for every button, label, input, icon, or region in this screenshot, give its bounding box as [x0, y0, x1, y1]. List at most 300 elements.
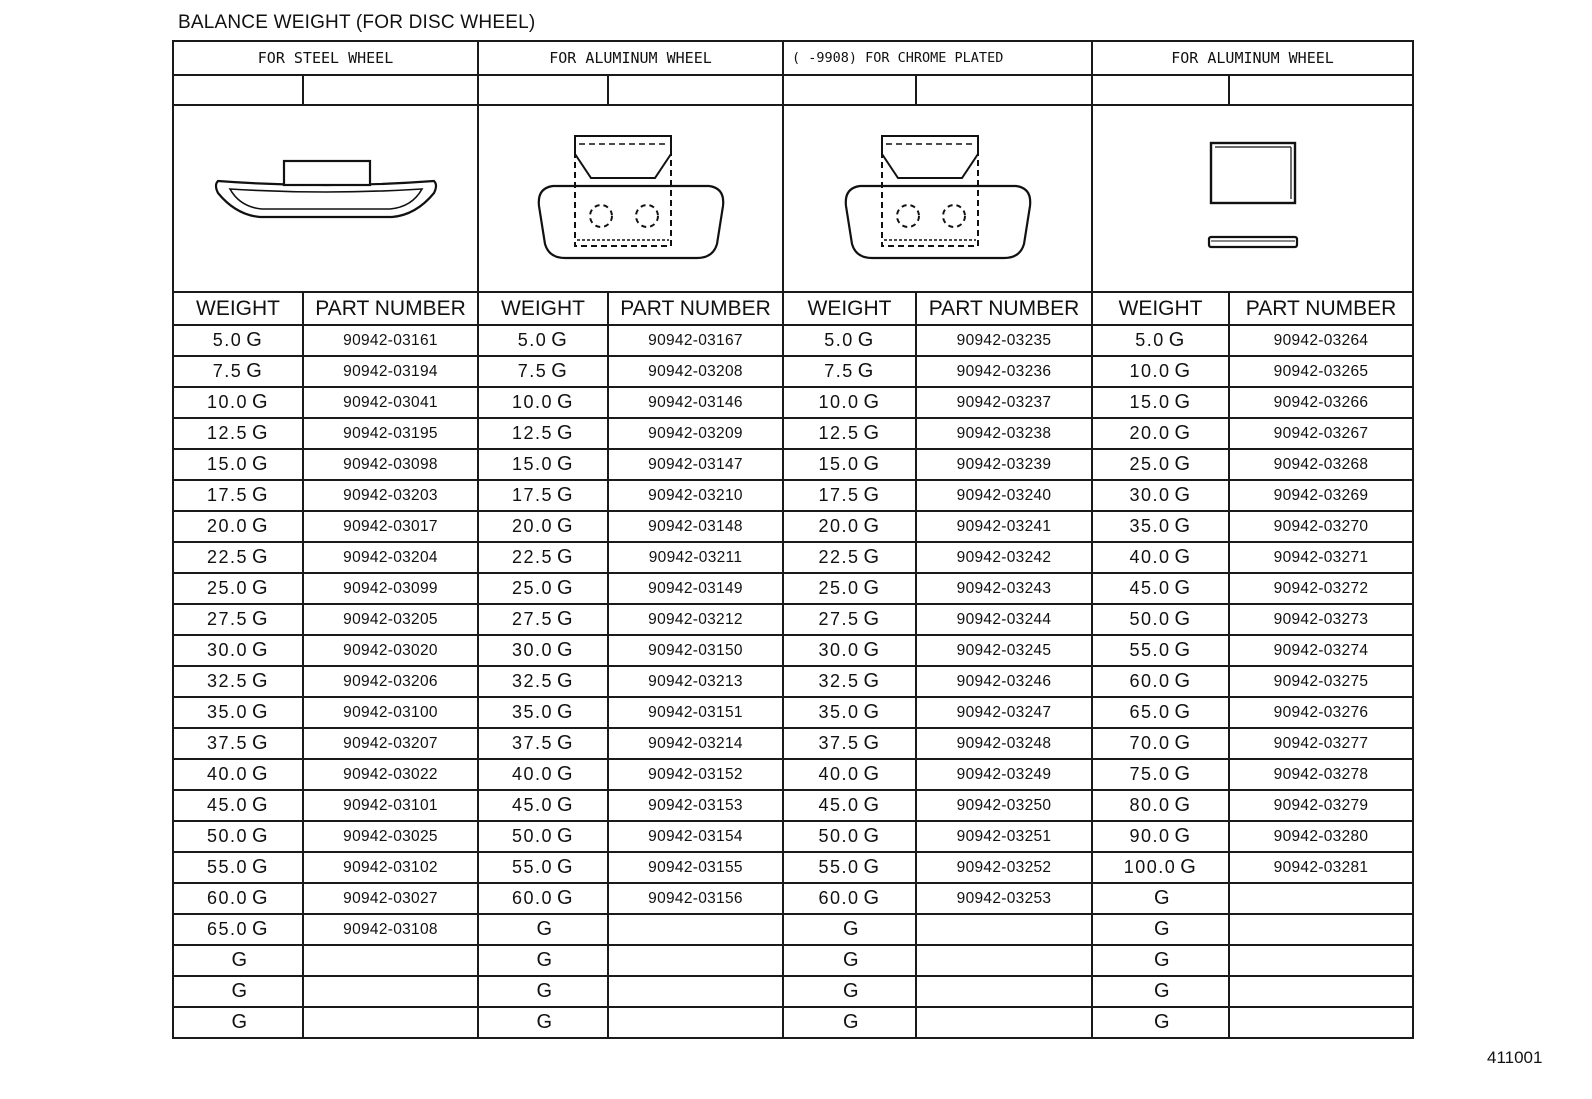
weight-value: 12.5 [206, 423, 248, 443]
weight-cell [1092, 914, 1229, 945]
weight-cell [783, 697, 916, 728]
part-number-cell [1229, 945, 1413, 976]
part-number-cell: 90942-03277 [1229, 728, 1413, 759]
weight-cell [173, 325, 303, 356]
weight-unit: G [251, 453, 270, 475]
weight-value: 15.0 [1129, 392, 1171, 412]
weight-value: 55.0 [1129, 640, 1171, 660]
weight-value: 40.0 [206, 764, 248, 784]
weight-unit: G [556, 670, 575, 692]
weight-value: 37.5 [511, 733, 553, 753]
weight-cell [478, 976, 608, 1007]
weight-cell [173, 852, 303, 883]
weight-unit: G [1174, 763, 1192, 785]
part-number-cell [608, 1007, 783, 1038]
weight-unit: G [1174, 670, 1192, 692]
weight-unit: G [556, 546, 575, 568]
table-row [173, 387, 1413, 418]
weight-cell [173, 511, 303, 542]
weight-value: 5.0 [517, 330, 548, 350]
weight-value: 30.0 [1129, 485, 1171, 505]
part-number-cell: 90942-03264 [1229, 325, 1413, 356]
weight-unit: G [1174, 391, 1192, 413]
weight-unit: G [556, 608, 575, 630]
part-number-cell: 90942-03147 [608, 449, 783, 480]
weight-unit: G [251, 732, 270, 754]
part-number-cell: 90942-03213 [608, 666, 783, 697]
weight-unit: G [1153, 980, 1172, 1002]
part-number-cell: 90942-03270 [1229, 511, 1413, 542]
weight-value: 10.0 [511, 392, 553, 412]
weight-value: 7.5 [517, 361, 548, 381]
weight-unit: G [556, 763, 575, 785]
weight-value: 35.0 [206, 702, 248, 722]
table-row [173, 790, 1413, 821]
balance-weight-table [172, 40, 1414, 1039]
table-row [173, 852, 1413, 883]
part-number-cell: 90942-03155 [608, 852, 783, 883]
weight-cell [1092, 635, 1229, 666]
part-number-cell: 90942-03212 [608, 604, 783, 635]
weight-value: 35.0 [1129, 516, 1171, 536]
part-number-cell [916, 1007, 1092, 1038]
part-number-cell: 90942-03154 [608, 821, 783, 852]
weight-cell [783, 480, 916, 511]
adhesive-weight-icon [1193, 139, 1313, 259]
weight-cell [478, 480, 608, 511]
weight-cell [173, 945, 303, 976]
weight-value: 32.5 [818, 671, 860, 691]
weight-cell [173, 573, 303, 604]
weight-unit: G [536, 949, 554, 971]
part-number-cell: 90942-03236 [916, 356, 1092, 387]
weight-unit: G [251, 391, 270, 413]
weight-cell [478, 697, 608, 728]
table-row [173, 821, 1413, 852]
weight-value: 25.0 [1129, 454, 1171, 474]
weight-cell [783, 976, 916, 1007]
weight-value: 20.0 [206, 516, 248, 536]
part-number-cell: 90942-03250 [916, 790, 1092, 821]
part-number-cell: 90942-03278 [1229, 759, 1413, 790]
weight-cell [783, 883, 916, 914]
weight-unit: G [251, 546, 270, 568]
weight-unit: G [863, 422, 881, 444]
weight-value: 40.0 [818, 764, 860, 784]
weight-unit: G [1174, 515, 1192, 537]
weight-cell [478, 418, 608, 449]
aluminum-weight-illustration-cell [478, 105, 783, 292]
weight-unit: G [863, 670, 881, 692]
part-number-column-header: PART NUMBER [1229, 292, 1413, 325]
part-number-cell: 90942-03204 [303, 542, 478, 573]
weight-cell [173, 914, 303, 945]
weight-value: 5.0 [824, 330, 854, 350]
part-number-cell: 90942-03245 [916, 635, 1092, 666]
weight-unit: G [863, 856, 881, 878]
part-number-cell: 90942-03041 [303, 387, 478, 418]
weight-cell [783, 387, 916, 418]
table-row [173, 573, 1413, 604]
part-number-cell: 90942-03279 [1229, 790, 1413, 821]
weight-unit: G [556, 794, 575, 816]
part-number-cell: 90942-03206 [303, 666, 478, 697]
weight-value: 45.0 [818, 795, 860, 815]
blank-cell [478, 75, 608, 105]
group-heading-aluminum: FOR ALUMINUM WHEEL [478, 41, 783, 75]
weight-value: 30.0 [511, 640, 553, 660]
weight-cell [478, 945, 608, 976]
part-number-cell: 90942-03100 [303, 697, 478, 728]
weight-unit: G [251, 608, 270, 630]
weight-cell [1092, 728, 1229, 759]
table-row [173, 604, 1413, 635]
weight-cell [173, 449, 303, 480]
part-number-cell: 90942-03195 [303, 418, 478, 449]
table-row [173, 759, 1413, 790]
weight-cell [783, 604, 916, 635]
weight-value: 30.0 [818, 640, 860, 660]
weight-cell [1092, 356, 1229, 387]
weight-unit: G [863, 546, 881, 568]
chrome-clip-weight-icon [838, 134, 1038, 264]
part-number-cell: 90942-03099 [303, 573, 478, 604]
steel-clip-weight-icon [206, 159, 446, 239]
weight-unit: G [251, 763, 270, 785]
weight-unit: G [842, 918, 861, 940]
part-number-cell: 90942-03238 [916, 418, 1092, 449]
weight-unit: G [251, 515, 270, 537]
weight-cell [478, 883, 608, 914]
weight-cell [1092, 976, 1229, 1007]
weight-unit: G [1174, 825, 1192, 847]
weight-cell [783, 759, 916, 790]
blank-cell [783, 75, 916, 105]
part-number-cell: 90942-03275 [1229, 666, 1413, 697]
weight-cell [173, 356, 303, 387]
weight-cell [173, 697, 303, 728]
part-number-cell: 90942-03156 [608, 883, 783, 914]
table-row [173, 542, 1413, 573]
weight-cell [1092, 418, 1229, 449]
part-number-cell: 90942-03025 [303, 821, 478, 852]
weight-value: 35.0 [511, 702, 553, 722]
weight-cell [478, 604, 608, 635]
part-number-cell: 90942-03247 [916, 697, 1092, 728]
weight-value: 60.0 [206, 888, 248, 908]
table-row [173, 356, 1413, 387]
table-row [173, 728, 1413, 759]
weight-cell [478, 852, 608, 883]
weight-value: 12.5 [818, 423, 860, 443]
weight-value: 55.0 [818, 857, 860, 877]
part-number-cell [916, 914, 1092, 945]
part-number-column-header: PART NUMBER [916, 292, 1092, 325]
weight-cell [1092, 542, 1229, 573]
part-number-cell [916, 945, 1092, 976]
weight-value: 5.0 [212, 330, 243, 350]
weight-cell [783, 914, 916, 945]
weight-value: 20.0 [511, 516, 553, 536]
part-number-cell: 90942-03248 [916, 728, 1092, 759]
part-number-cell: 90942-03209 [608, 418, 783, 449]
part-number-cell: 90942-03207 [303, 728, 478, 759]
weight-value: 90.0 [1129, 826, 1171, 846]
weight-cell [478, 759, 608, 790]
part-number-cell: 90942-03243 [916, 573, 1092, 604]
weight-value: 7.5 [824, 361, 854, 381]
part-number-cell: 90942-03101 [303, 790, 478, 821]
part-number-cell: 90942-03242 [916, 542, 1092, 573]
chrome-weight-illustration-cell [783, 105, 1092, 292]
weight-value: 17.5 [206, 485, 248, 505]
part-number-cell: 90942-03267 [1229, 418, 1413, 449]
weight-unit: G [1174, 608, 1192, 630]
weight-cell [173, 604, 303, 635]
weight-unit: G [231, 1011, 249, 1033]
weight-cell [173, 976, 303, 1007]
weight-cell [1092, 790, 1229, 821]
weight-cell [1092, 325, 1229, 356]
part-number-cell: 90942-03149 [608, 573, 783, 604]
weight-unit: G [1174, 639, 1192, 661]
weight-value: 17.5 [818, 485, 860, 505]
part-number-cell [303, 976, 478, 1007]
weight-cell [1092, 759, 1229, 790]
part-number-column-header: PART NUMBER [608, 292, 783, 325]
part-number-cell: 90942-03246 [916, 666, 1092, 697]
part-number-cell: 90942-03265 [1229, 356, 1413, 387]
document-code: 411001 [1487, 1048, 1543, 1067]
weight-cell [783, 573, 916, 604]
weight-value: 35.0 [818, 702, 860, 722]
weight-cell [478, 356, 608, 387]
weight-value: 10.0 [1129, 361, 1171, 381]
weight-unit: G [551, 329, 569, 351]
table-row [173, 945, 1413, 976]
part-number-cell [1229, 1007, 1413, 1038]
part-number-cell: 90942-03276 [1229, 697, 1413, 728]
weight-unit: G [556, 639, 575, 661]
weight-value: 12.5 [511, 423, 553, 443]
weight-cell [478, 821, 608, 852]
part-number-cell: 90942-03102 [303, 852, 478, 883]
part-number-column-header: PART NUMBER [303, 292, 478, 325]
weight-unit: G [863, 639, 881, 661]
adhesive-weight-illustration-cell [1092, 105, 1413, 292]
weight-unit: G [556, 391, 575, 413]
table-row [173, 635, 1413, 666]
weight-unit: G [1153, 887, 1172, 909]
weight-unit: G [556, 701, 575, 723]
part-number-cell: 90942-03020 [303, 635, 478, 666]
part-number-cell: 90942-03251 [916, 821, 1092, 852]
weight-value: 17.5 [511, 485, 553, 505]
weight-value: 27.5 [206, 609, 248, 629]
part-number-cell [608, 914, 783, 945]
aluminum-clip-weight-icon [531, 134, 731, 264]
group-heading-aluminum-adhesive: FOR ALUMINUM WHEEL [1092, 41, 1413, 75]
weight-cell [1092, 573, 1229, 604]
weight-unit: G [1174, 422, 1192, 444]
weight-cell [783, 542, 916, 573]
table-row [173, 976, 1413, 1007]
part-number-cell: 90942-03108 [303, 914, 478, 945]
weight-value: 60.0 [1129, 671, 1171, 691]
weight-column-header: WEIGHT [783, 292, 916, 325]
weight-unit: G [863, 453, 881, 475]
weight-unit: G [1174, 546, 1192, 568]
weight-unit: G [246, 329, 264, 351]
weight-value: 100.0 [1123, 857, 1177, 877]
weight-value: 32.5 [206, 671, 248, 691]
part-number-cell: 90942-03210 [608, 480, 783, 511]
weight-cell [478, 635, 608, 666]
weight-cell [1092, 387, 1229, 418]
part-number-cell: 90942-03240 [916, 480, 1092, 511]
weight-unit: G [1174, 453, 1192, 475]
weight-unit: G [556, 484, 575, 506]
weight-unit: G [1174, 701, 1192, 723]
part-number-cell: 90942-03203 [303, 480, 478, 511]
weight-unit: G [857, 329, 875, 351]
part-number-cell: 90942-03273 [1229, 604, 1413, 635]
part-number-cell: 90942-03280 [1229, 821, 1413, 852]
weight-value: 22.5 [511, 547, 553, 567]
weight-unit: G [1174, 484, 1192, 506]
weight-value: 27.5 [511, 609, 553, 629]
weight-value: 5.0 [1135, 330, 1165, 350]
weight-unit: G [1153, 918, 1172, 940]
weight-cell [478, 1007, 608, 1038]
weight-cell [1092, 449, 1229, 480]
part-number-cell: 90942-03098 [303, 449, 478, 480]
table-row [173, 883, 1413, 914]
weight-cell [478, 325, 608, 356]
weight-value: 22.5 [818, 547, 860, 567]
weight-cell [783, 821, 916, 852]
weight-cell [1092, 821, 1229, 852]
weight-unit: G [536, 918, 554, 940]
weight-cell [783, 325, 916, 356]
weight-value: 75.0 [1129, 764, 1171, 784]
weight-value: 65.0 [1129, 702, 1171, 722]
document-title: BALANCE WEIGHT (FOR DISC WHEEL) [178, 12, 536, 33]
weight-cell [478, 511, 608, 542]
weight-cell [173, 790, 303, 821]
weight-column-header: WEIGHT [1092, 292, 1229, 325]
weight-cell [173, 1007, 303, 1038]
part-number-cell: 90942-03272 [1229, 573, 1413, 604]
weight-cell [783, 418, 916, 449]
blank-cell [173, 75, 303, 105]
weight-unit: G [251, 639, 270, 661]
table-row [173, 914, 1413, 945]
weight-cell [478, 914, 608, 945]
weight-column-header: WEIGHT [478, 292, 608, 325]
weight-value: 50.0 [206, 826, 248, 846]
weight-cell [173, 883, 303, 914]
weight-value: 22.5 [206, 547, 248, 567]
weight-unit: G [842, 1011, 861, 1033]
table-row [173, 480, 1413, 511]
weight-cell [783, 666, 916, 697]
weight-value: 32.5 [511, 671, 553, 691]
part-number-cell: 90942-03022 [303, 759, 478, 790]
part-number-cell: 90942-03150 [608, 635, 783, 666]
weight-cell [1092, 604, 1229, 635]
part-number-cell: 90942-03252 [916, 852, 1092, 883]
part-number-cell: 90942-03274 [1229, 635, 1413, 666]
weight-unit: G [556, 887, 575, 909]
part-number-cell: 90942-03268 [1229, 449, 1413, 480]
weight-cell [478, 573, 608, 604]
weight-value: 20.0 [818, 516, 860, 536]
weight-value: 65.0 [206, 919, 248, 939]
weight-value: 30.0 [206, 640, 248, 660]
weight-cell [783, 511, 916, 542]
part-number-cell: 90942-03266 [1229, 387, 1413, 418]
weight-unit: G [246, 360, 264, 382]
table-row [173, 325, 1413, 356]
weight-value: 27.5 [818, 609, 860, 629]
weight-cell [1092, 480, 1229, 511]
weight-value: 45.0 [511, 795, 553, 815]
weight-cell [1092, 852, 1229, 883]
weight-cell [173, 759, 303, 790]
table-row [173, 449, 1413, 480]
weight-cell [1092, 697, 1229, 728]
weight-value: 15.0 [206, 454, 248, 474]
weight-unit: G [863, 732, 881, 754]
weight-value: 80.0 [1129, 795, 1171, 815]
weight-value: 25.0 [206, 578, 248, 598]
part-number-cell: 90942-03239 [916, 449, 1092, 480]
weight-cell [173, 635, 303, 666]
weight-unit: G [556, 856, 575, 878]
weight-value: 55.0 [206, 857, 248, 877]
part-number-cell: 90942-03205 [303, 604, 478, 635]
part-number-cell [916, 976, 1092, 1007]
weight-cell [478, 728, 608, 759]
weight-unit: G [1180, 856, 1198, 878]
weight-unit: G [556, 422, 575, 444]
part-number-cell [303, 945, 478, 976]
weight-cell [1092, 666, 1229, 697]
weight-unit: G [1168, 329, 1186, 351]
weight-value: 60.0 [818, 888, 860, 908]
weight-cell [783, 449, 916, 480]
table-row [173, 666, 1413, 697]
weight-value: 40.0 [511, 764, 553, 784]
part-number-cell: 90942-03253 [916, 883, 1092, 914]
weight-cell [173, 666, 303, 697]
weight-unit: G [231, 949, 249, 971]
part-number-cell: 90942-03017 [303, 511, 478, 542]
part-number-cell: 90942-03281 [1229, 852, 1413, 883]
weight-unit: G [251, 918, 270, 940]
weight-unit: G [863, 794, 881, 816]
weight-value: 55.0 [511, 857, 553, 877]
weight-cell [783, 728, 916, 759]
weight-unit: G [863, 484, 881, 506]
weight-value: 45.0 [206, 795, 248, 815]
part-number-cell: 90942-03167 [608, 325, 783, 356]
weight-cell [173, 418, 303, 449]
part-number-cell [608, 976, 783, 1007]
weight-value: 15.0 [511, 454, 553, 474]
weight-value: 25.0 [511, 578, 553, 598]
